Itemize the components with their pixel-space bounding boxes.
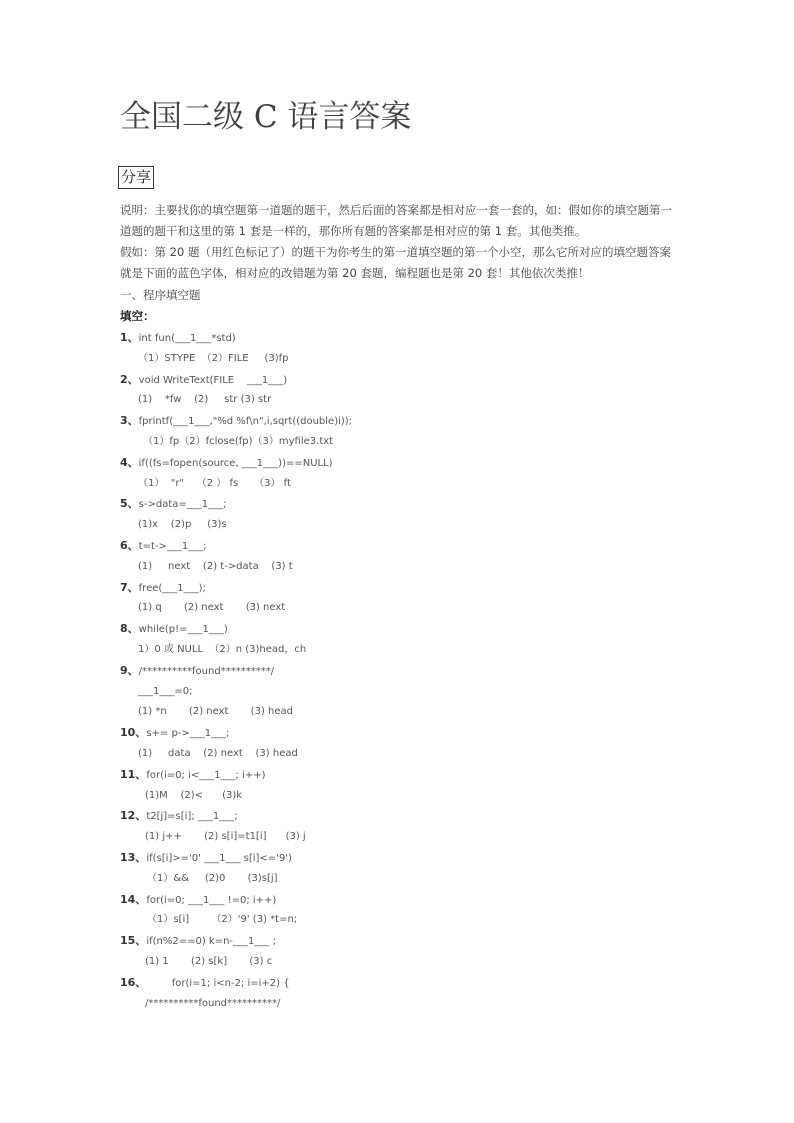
answer-line: （1）STYPE （2）FILE (3)fp [138, 352, 289, 364]
document-title: 全国二级 C 语言答案 [120, 99, 412, 135]
answer-line: (1) j++ (2) s[i]=t1[i] (3) j [145, 831, 306, 843]
question-number: 3、 [120, 414, 139, 428]
question-number: 10、 [120, 726, 147, 740]
question-line [120, 764, 266, 785]
answer-line: （1）&& (2)0 (3)s[j] [147, 872, 278, 884]
question-line [120, 327, 236, 348]
question-number: 13、 [120, 851, 147, 864]
question-line [120, 722, 230, 743]
question-number: 2、 [120, 372, 139, 386]
answer-line: ___1___=0; [138, 685, 193, 697]
answer-line: (1) q (2) next (3) next [138, 602, 286, 614]
question-number: 8、 [120, 622, 139, 636]
answer-line: (1) next (2) t->data (3) t [138, 560, 293, 572]
answer-line: (1) 1 (2) s[k] (3) c [145, 956, 273, 967]
answer-line: （1）fp（2）fclose(fp)（3）myfile3.txt [143, 436, 334, 447]
question-line [120, 930, 276, 951]
question-number: 7、 [120, 580, 139, 594]
question-line [120, 618, 228, 639]
answer-line: (1)M (2)< (3)k [145, 789, 243, 801]
question-number: 5、 [120, 497, 139, 511]
question-code: t=t->___1___; [138, 541, 207, 552]
question-code: s+= p->___1___; [146, 728, 230, 740]
question-number: 15、 [120, 934, 147, 948]
question-code: t2[j]=s[i]; ___1___; [146, 811, 238, 823]
question-number: 12、 [120, 809, 147, 823]
share-button[interactable]: 分享 [118, 166, 154, 189]
question-code: for(i=0; ___1___ !=0; i++) [146, 894, 277, 906]
question-line [120, 847, 292, 868]
answer-line: (1) *fw (2) str (3) str [138, 394, 272, 406]
question-line [120, 452, 333, 473]
question-number: 6、 [120, 539, 139, 552]
question-code: /**********found**********/ [138, 665, 275, 677]
intro-paragraph-1: 说明：主要找你的填空题第一道题的题干，然后后面的答案都是相对应一套一套的，如：假如你的填空题第一道题的题干和这里的第 1 套是一样的，那你所有题的答案都是相对应的第 1 套。其他类推。 [120, 203, 672, 238]
answer-line: （1） "r" （2 ） fs （3） ft [138, 477, 291, 489]
question-number: 16、 [120, 975, 147, 989]
section-title: 一、程序填空题 [120, 288, 201, 302]
question-number: 1、 [120, 331, 139, 344]
question-code: int fun(___1___*std) [138, 333, 236, 344]
answer-line: (1)x (2)p (3)s [138, 519, 227, 531]
question-number: 14、 [120, 892, 147, 906]
question-line [120, 660, 274, 681]
intro-paragraph-2: 假如：第 20 题（用红色标记了）的题干为你考生的第一道填空题的第一个小空，那么它所对应的填空题答案就是下面的蓝色字体，相对应的改错题为第 20 套题，编程题也是第 20 套！其他依次类推！ [120, 245, 671, 280]
question-number: 4、 [120, 455, 139, 469]
question-line [120, 410, 352, 431]
question-line [120, 369, 287, 390]
answer-line: 1）0 或 NULL （2）n (3)head，ch [138, 644, 307, 655]
question-line [120, 535, 207, 556]
question-line [120, 889, 276, 910]
answer-line: (1) *n (2) next (3) head [138, 706, 293, 718]
question-code: void WriteText(FILE ___1___) [138, 374, 288, 386]
question-line [120, 577, 206, 598]
question-code: free(___1___); [138, 582, 206, 594]
fill-label: 填空： [120, 309, 155, 323]
question-code: for(i=1; i<n-2; i=i+2) { [146, 977, 290, 989]
question-code: for(i=0; i<___1___; i++) [146, 769, 266, 781]
question-code: fprintf(___1___,"%d %f\n",i,sqrt((double)i)); [138, 416, 353, 428]
question-code: s->data=___1___; [138, 499, 227, 511]
question-code: if((fs=fopen(source, ___1___))==NULL) [138, 457, 333, 469]
answer-line: (1) data (2) next (3) head [138, 748, 298, 759]
question-line [120, 493, 227, 514]
question-number: 11、 [120, 767, 147, 781]
question-number: 9、 [120, 663, 139, 677]
question-line [120, 805, 238, 826]
question-code: while(p!=___1___) [138, 624, 228, 636]
answer-line: （1）s[i] （2）'9' (3) *t=n; [147, 914, 298, 926]
question-code: if(n%2==0) k=n-___1___ ; [146, 936, 276, 948]
question-code: if(s[i]>='0' ___1___ s[i]<='9') [146, 853, 292, 864]
answer-line: /**********found**********/ [145, 997, 281, 1009]
question-line [120, 972, 290, 993]
